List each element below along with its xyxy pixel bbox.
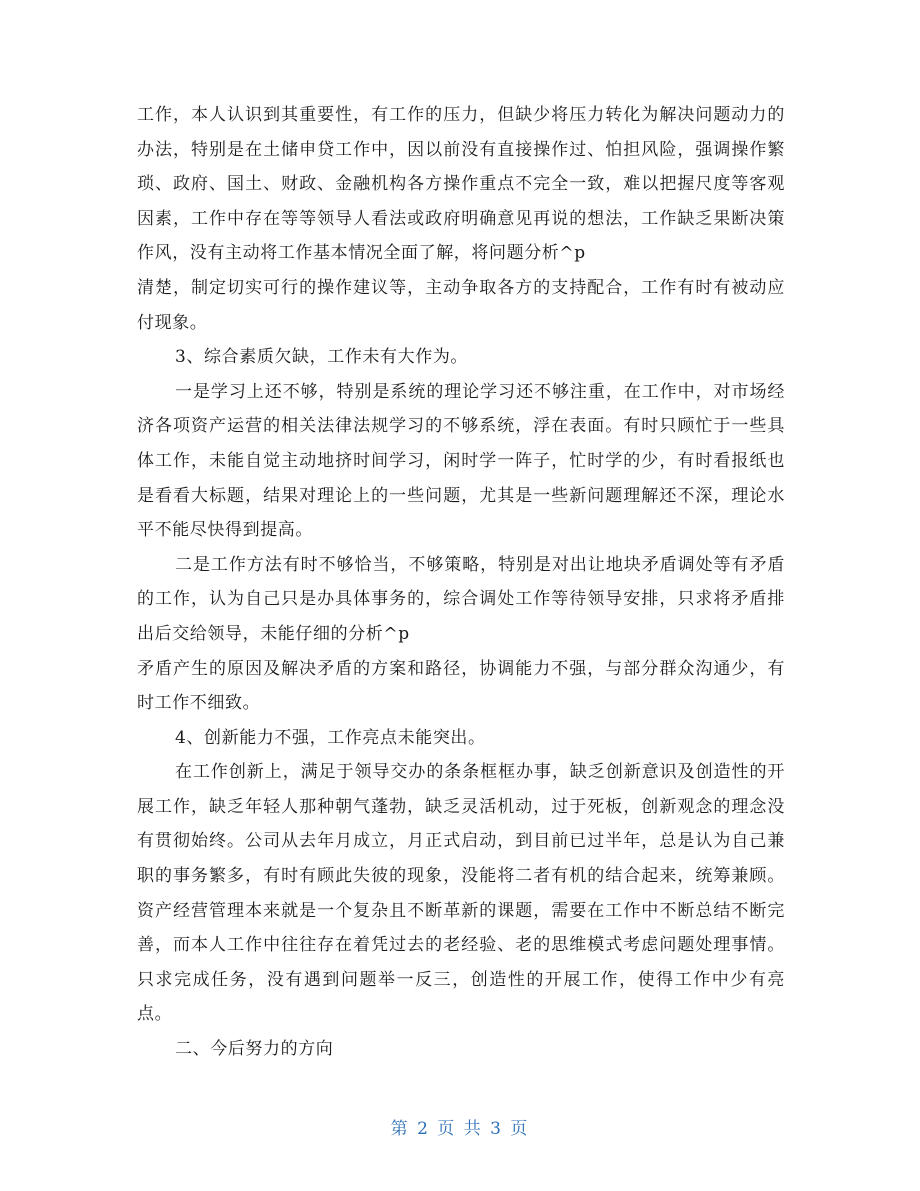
paragraph-5: 二是工作方法有时不够恰当，不够策略，特别是对出让地块矛盾调处等有矛盾的工作，认为自己只是办具体事务的，综合调处工作等待领导安排，只求将矛盾排出后交给领导，未能仔细的分析^p (137, 554, 785, 644)
document-body (137, 98, 785, 1067)
paragraph-2: 清楚，制定切实可行的操作建议等，主动争取各方的支持配合，工作有时有被动应付现象。 (137, 277, 785, 333)
section-heading-4: 4、创新能力不强，工作亮点未能突出。 (175, 727, 486, 748)
section-heading-future-direction: 二、今后努力的方向 (175, 1039, 334, 1060)
paragraph-6: 矛盾产生的原因及解决矛盾的方案和路径，协调能力不强，与部分群众沟通少，有时工作不细致。 (137, 658, 785, 714)
paragraph-4: 一是学习上还不够，特别是系统的理论学习还不够注重，在工作中，对市场经济各项资产运营的相关法律法规学习的不够系统，浮在表面。有时只顾忙于一些具体工作，未能自觉主动地挤时间学习，闲时学一阵子，忙时学的少，有时看报纸也是看看大标题，结果对理论上的一些问题，尤其是一些新问题理解还不深，理论水平不能尽快得到提高。 (137, 381, 785, 541)
paragraph-1: 工作，本人认识到其重要性，有工作的压力，但缺少将压力转化为解决问题动力的办法，特别是在土储申贷工作中，因以前没有直接操作过、怕担风险，强调操作繁琐、政府、国土、财政、金融机构各方操作重点不完全一致，难以把握尺度等客观因素，工作中存在等等领导人看法或政府明确意见再说的想法，工作缺乏果断决策作风，没有主动将工作基本情况全面了解，将问题分析^p (137, 105, 785, 264)
paragraph-8: 在工作创新上，满足于领导交办的条条框框办事，缺乏创新意识及创造性的开展工作，缺乏年轻人那种朝气蓬勃，缺乏灵活机动，过于死板，创新观念的理念没有贯彻始终。公司从去年月成立，月正式启动，到目前已过半年，总是认为自己兼职的事务繁多，有时有顾此失彼的现象，没能将二者有机的结合起来，统筹兼顾。资产经营管理本来就是一个复杂且不断革新的课题，需要在工作中不断总结不断完善，而本人工作中往往存在着凭过去的老经验、老的思维模式考虑问题处理事情。只求完成任务，没有遇到问题举一反三，创造性的开展工作，使得工作中少有亮点。 (137, 762, 785, 1025)
section-heading-3: 3、综合素质欠缺，工作未有大作为。 (175, 347, 469, 368)
page-number-footer: 第 2 页 共 3 页 (390, 1119, 530, 1139)
